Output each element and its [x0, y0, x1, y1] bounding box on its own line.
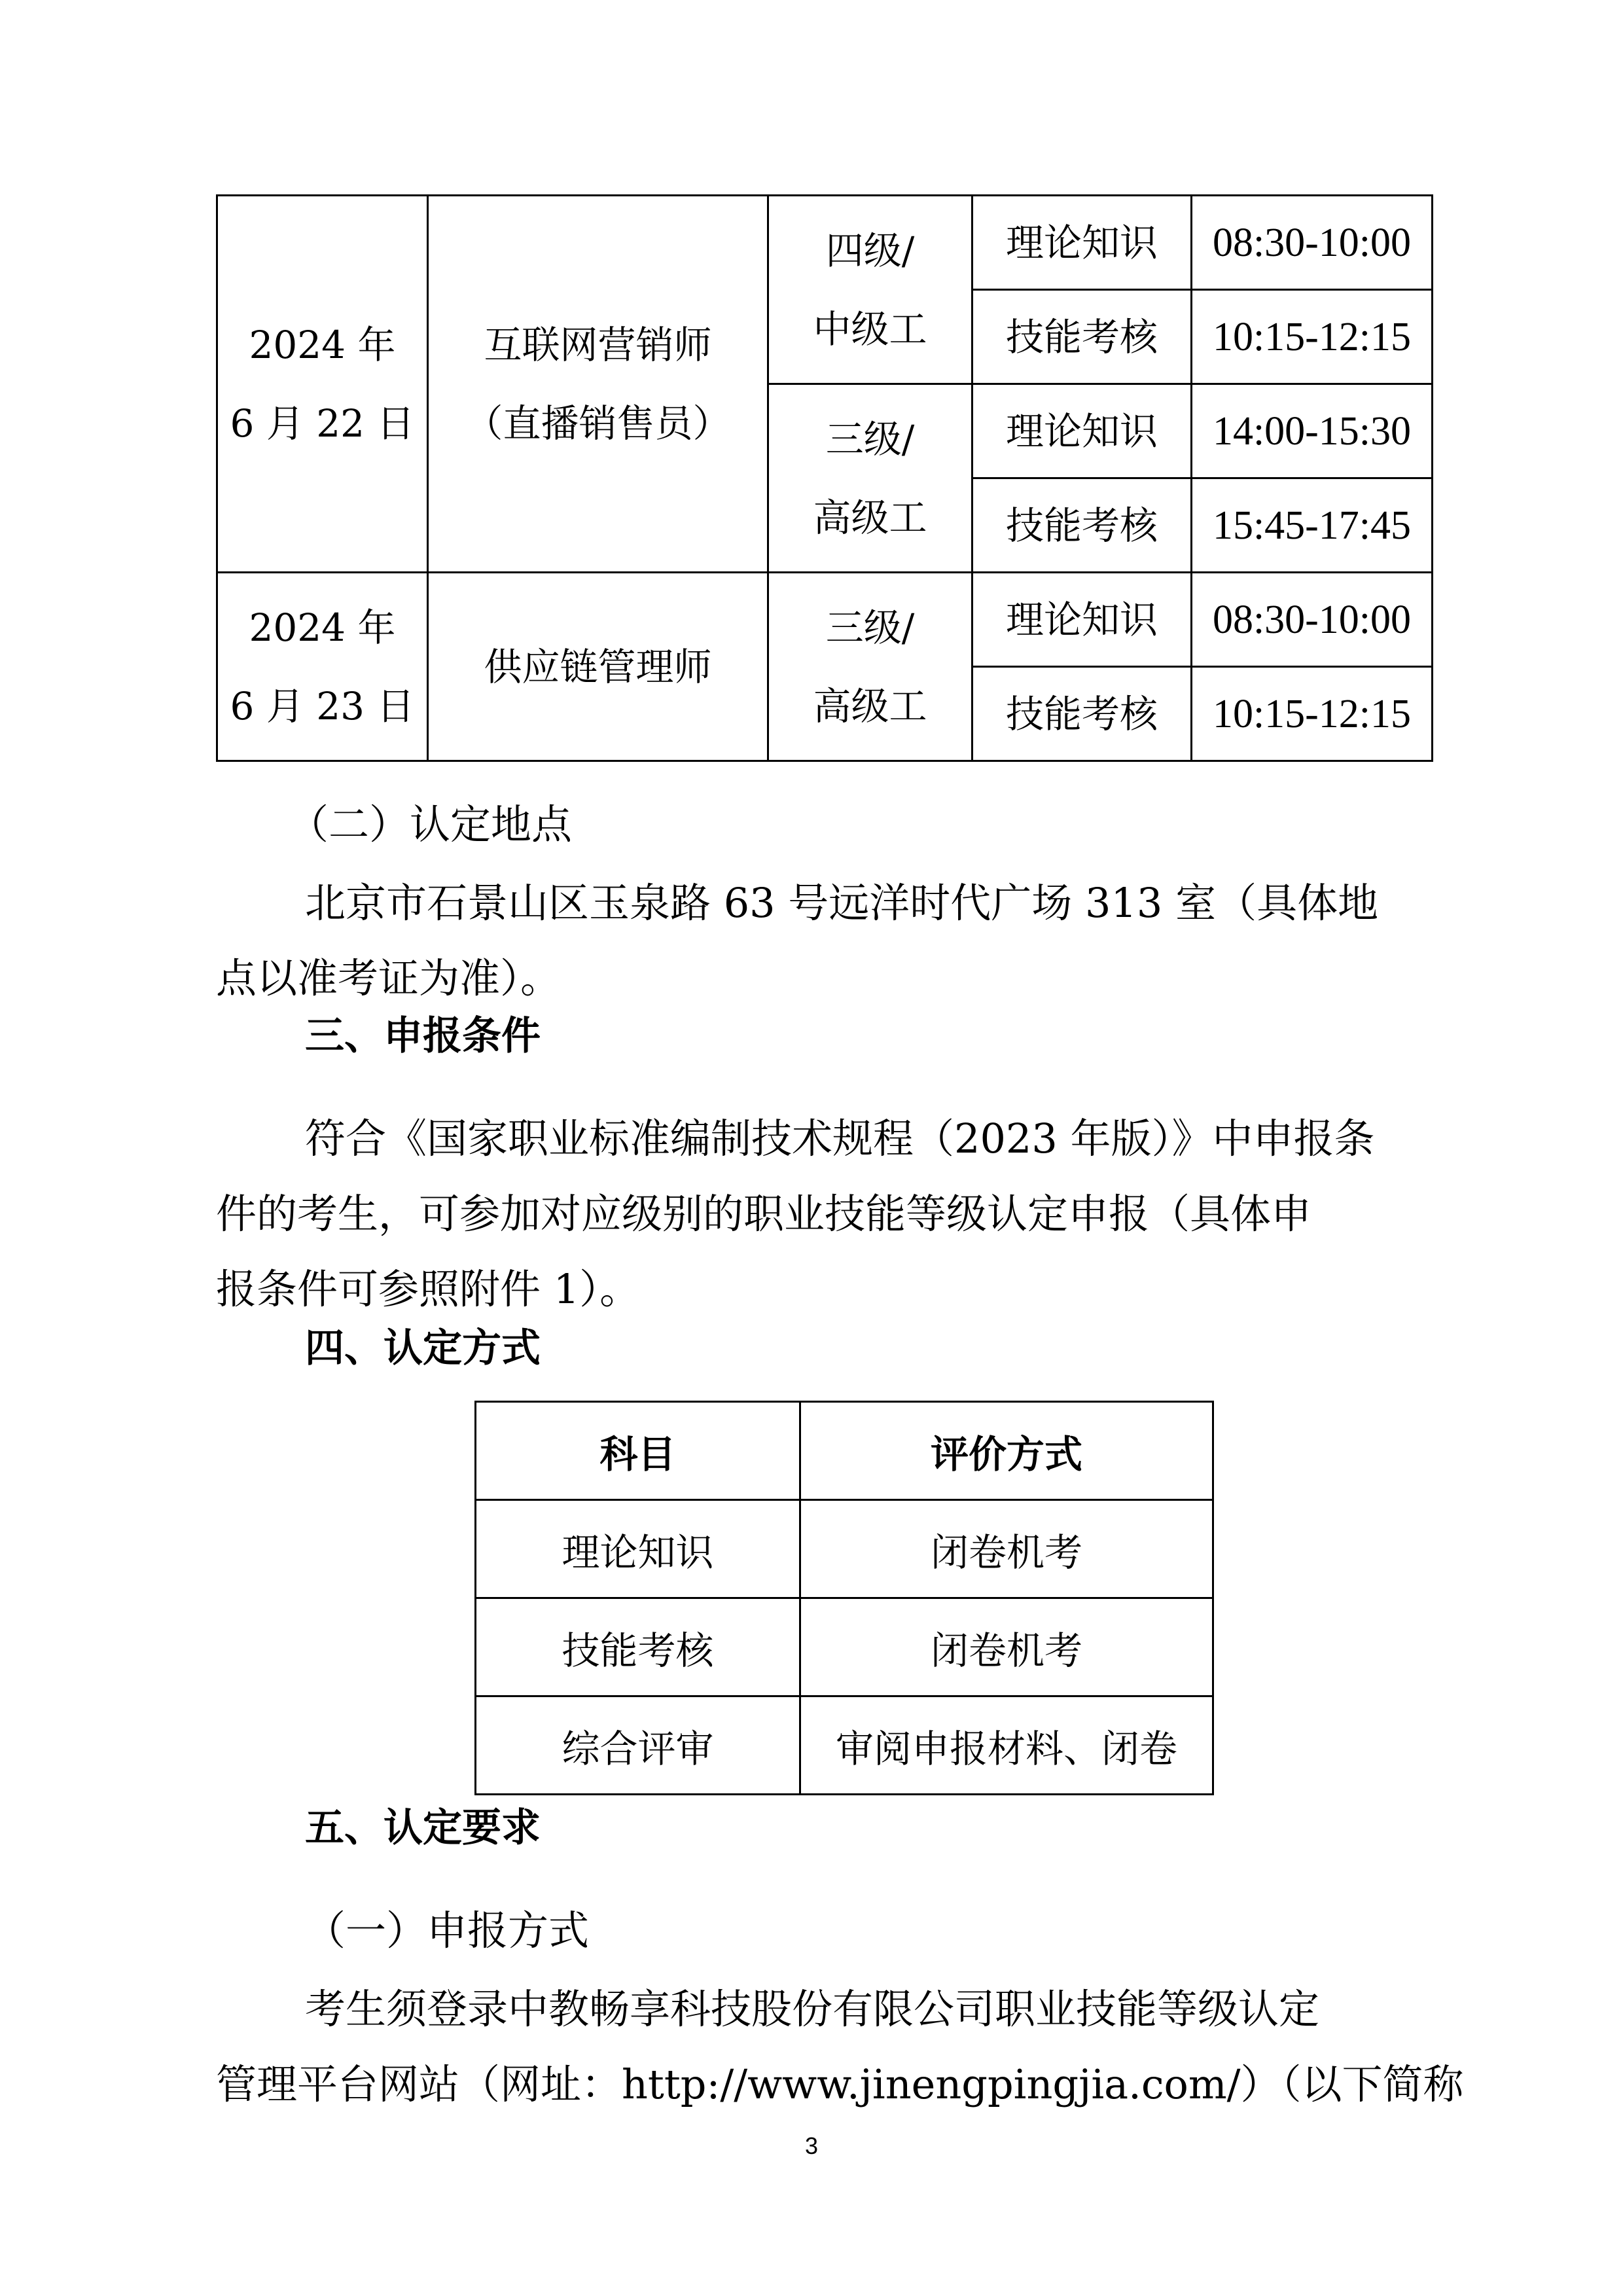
apply-heading: （一）申报方式: [305, 1907, 590, 1954]
table-row: [476, 1500, 1213, 1598]
location-heading: （二）认定地点: [288, 800, 573, 848]
exam-schedule-table: [216, 194, 1433, 762]
conditions-paragraph-line: 报条件可参照附件 1）。: [216, 1265, 641, 1313]
subject-cell: 理论知识: [476, 1500, 800, 1598]
level-cell: 三级/ 高级工: [768, 573, 972, 761]
location-paragraph-line: 北京市石景山区玉泉路 63 号远洋时代广场 313 室（具体地: [305, 879, 1379, 927]
exam-date-cell: 2024 年 6 月 22 日: [217, 196, 428, 573]
section-heading: 五、认定要求: [305, 1805, 541, 1851]
apply-paragraph-line: 考生须登录中教畅享科技股份有限公司职业技能等级认定: [305, 1985, 1320, 2033]
column-header: 评价方式: [800, 1402, 1213, 1500]
exam-date-cell: 2024 年 6 月 23 日: [217, 573, 428, 761]
time-cell: 14:00-15:30: [1192, 384, 1433, 478]
section-heading: 四、认定方式: [305, 1325, 541, 1371]
subject-cell: 技能考核: [972, 667, 1192, 761]
table-row: [476, 1696, 1213, 1795]
subject-cell: 技能考核: [476, 1598, 800, 1696]
method-cell: 审阅申报材料、闭卷: [800, 1696, 1213, 1795]
occupation-cell: 互联网营销师 （直播销售员）: [428, 196, 768, 573]
level-cell: 四级/ 中级工: [768, 196, 972, 384]
table-row: [476, 1598, 1213, 1696]
method-cell: 闭卷机考: [800, 1598, 1213, 1696]
subject-cell: 理论知识: [972, 196, 1192, 290]
method-cell: 闭卷机考: [800, 1500, 1213, 1598]
time-cell: 08:30-10:00: [1192, 196, 1433, 290]
time-cell: 10:15-12:15: [1192, 290, 1433, 384]
subject-cell: 理论知识: [972, 384, 1192, 478]
time-cell: 08:30-10:00: [1192, 573, 1433, 667]
apply-paragraph-line: 管理平台网站（网址：http://www.jinengpingjia.com/）（以下简称: [216, 2060, 1464, 2108]
table-row: [217, 573, 1433, 667]
section-heading: 三、申报条件: [305, 1013, 541, 1059]
subject-cell: 技能考核: [972, 290, 1192, 384]
column-header: 科目: [476, 1402, 800, 1500]
conditions-paragraph-line: 件的考生，可参加对应级别的职业技能等级认定申报（具体申: [216, 1190, 1312, 1238]
subject-cell: 理论知识: [972, 573, 1192, 667]
table-header-row: [476, 1402, 1213, 1500]
assessment-method-table: [474, 1401, 1214, 1795]
conditions-paragraph-line: 符合《国家职业标准编制技术规程（2023 年版）》中申报条: [305, 1115, 1375, 1162]
subject-cell: 技能考核: [972, 478, 1192, 573]
location-paragraph-line: 点以准考证为准）。: [216, 954, 562, 1002]
level-cell: 三级/ 高级工: [768, 384, 972, 573]
occupation-cell: 供应链管理师: [428, 573, 768, 761]
subject-cell: 综合评审: [476, 1696, 800, 1795]
page-number: 3: [804, 2132, 819, 2159]
time-cell: 15:45-17:45: [1192, 478, 1433, 573]
table-row: [217, 196, 1433, 290]
time-cell: 10:15-12:15: [1192, 667, 1433, 761]
